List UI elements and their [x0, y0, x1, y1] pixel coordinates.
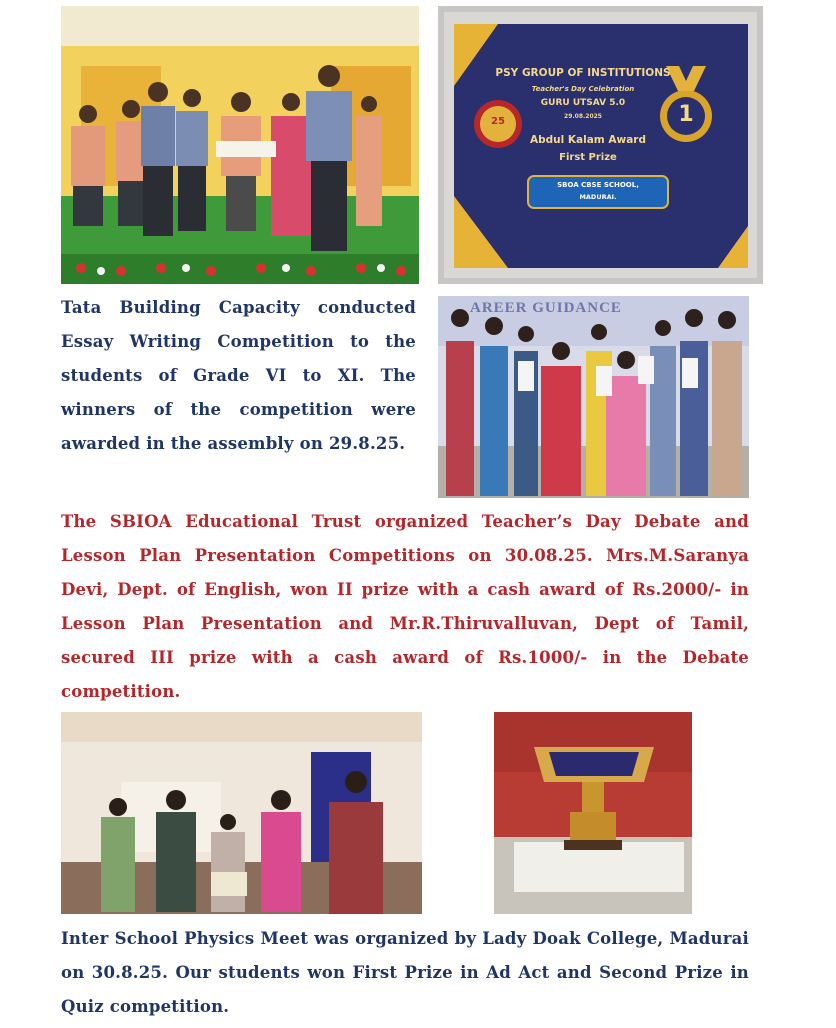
- plaque-prize: First Prize: [559, 152, 617, 163]
- physics-meet-text: Inter School Physics Meet was organized by Lady Doak College, Madurai on 30.8.25. Our students won First Prize in Ad Act and Second Prize in Quiz competition.: [61, 929, 749, 1016]
- plaque-name: GURU UTSAV 5.0: [540, 98, 626, 108]
- sbioa-competition-text: The SBIOA Educational Trust organized Teacher’s Day Debate and Lesson Plan Presentation Competitions on 30.08.25. Mrs.M.Saranya Devi, Dept. of English, won II prize with a cash award of Rs.2000/- in Lesson Plan Presentation and Mr.R.Thiruvalluvan, Dept of Tamil, secured III prize with a cash award of Rs.1000/- in the Debate competition.: [61, 512, 749, 701]
- essay-competition-text: Tata Building Capacity conducted Essay Writing Competition to the students of Grade VI to XI. The winners of the competition were awarded in the assembly on 29.8.25.: [61, 298, 416, 453]
- photo-stage-award: [61, 6, 419, 284]
- photo-trophy: [494, 712, 692, 914]
- photo-career-guidance-group: [438, 296, 749, 498]
- plaque-award: Abdul Kalam Award: [530, 134, 646, 146]
- photo-certificate-frame: [438, 6, 763, 284]
- plaque-event: Teacher's Day Celebration: [531, 85, 635, 93]
- plaque-badge-left: 25: [491, 116, 505, 127]
- plaque-date: 29.08.2025: [564, 113, 602, 120]
- photo-physics-meet-award: [61, 712, 422, 914]
- plaque-school-line1: SBOA CBSE SCHOOL,: [557, 181, 639, 189]
- plaque-badge-right: 1: [678, 102, 694, 127]
- banner-text: AREER GUIDANCE: [470, 300, 622, 316]
- plaque-org: PSY GROUP OF INSTITUTIONS: [495, 67, 671, 79]
- plaque-school-line2: MADURAI.: [579, 193, 617, 201]
